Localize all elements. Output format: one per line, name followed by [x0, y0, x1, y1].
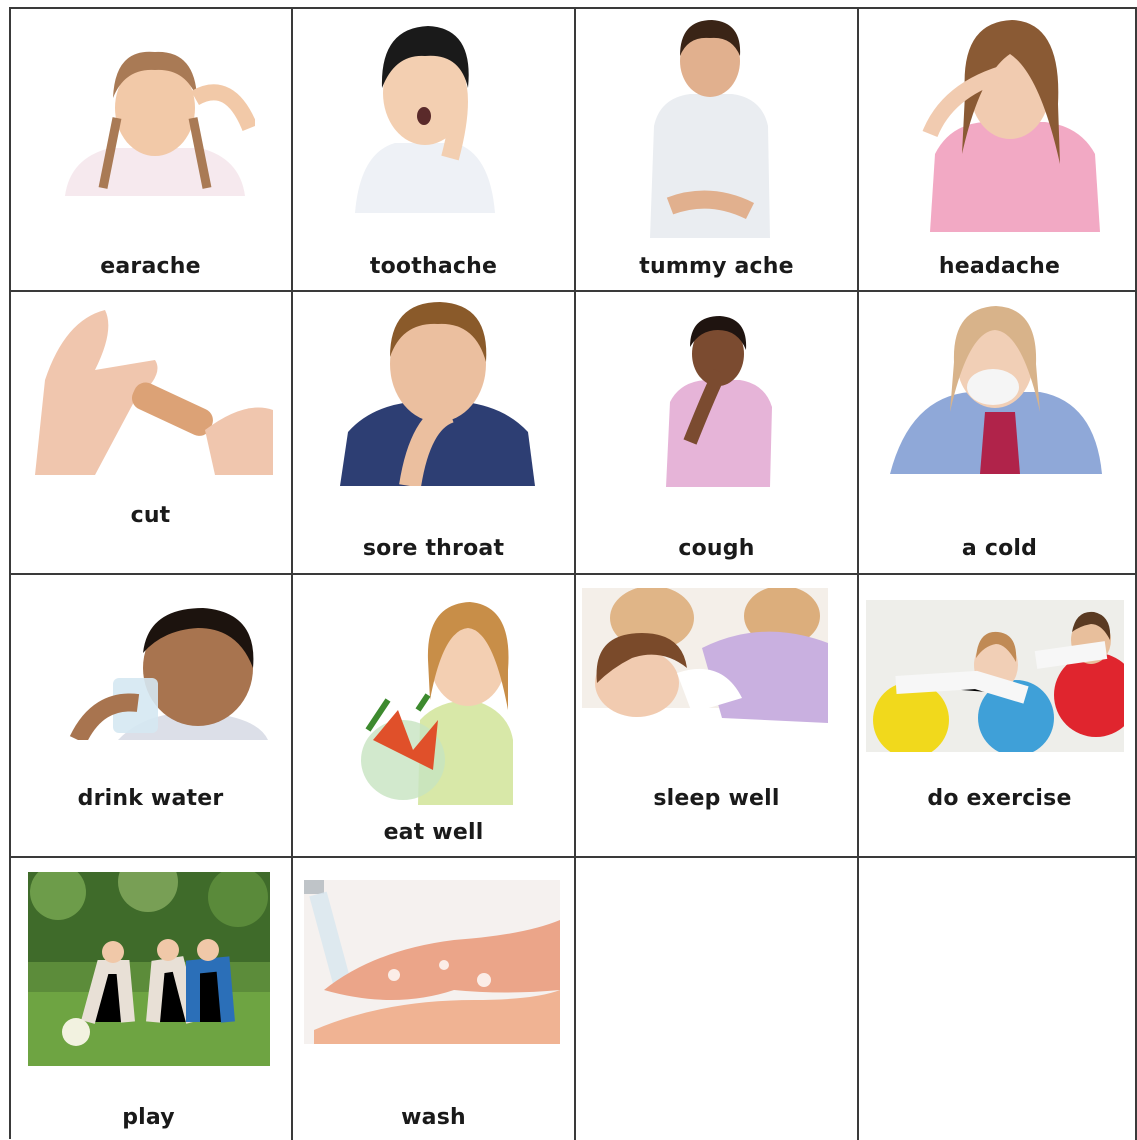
- card-label: sore throat: [362, 536, 505, 561]
- card-label: drink water: [77, 786, 224, 811]
- card-label: cough: [678, 536, 755, 561]
- kids-playing-football-icon: [28, 872, 270, 1066]
- child-holding-forehead-icon: [910, 14, 1110, 232]
- card-label: earache: [100, 254, 201, 279]
- grid-row-divider: [9, 856, 1137, 858]
- washing-hands-icon: [304, 880, 560, 1044]
- child-holding-stomach-icon: [640, 16, 780, 238]
- card-label: cut: [130, 503, 171, 528]
- child-blowing-nose-icon: [890, 302, 1102, 474]
- girl-coughing-icon: [660, 312, 778, 487]
- boy-holding-throat-icon: [340, 302, 535, 486]
- girl-with-vegetables-icon: [358, 600, 513, 805]
- card-label: eat well: [383, 820, 484, 845]
- card-label: headache: [938, 254, 1061, 279]
- card-label: play: [122, 1105, 175, 1130]
- card-label: tummy ache: [639, 254, 794, 279]
- grid-row-divider: [9, 573, 1137, 575]
- card-label: a cold: [961, 536, 1038, 561]
- card-label: sleep well: [653, 786, 780, 811]
- child-holding-cheek-icon: [350, 18, 500, 213]
- boy-drinking-water-icon: [58, 608, 278, 740]
- grid-row-divider: [9, 290, 1137, 292]
- card-label: toothache: [369, 254, 498, 279]
- child-holding-ear-icon: [55, 38, 255, 196]
- bandage-finger-icon: [35, 300, 273, 475]
- card-label: do exercise: [927, 786, 1072, 811]
- family-exercising-icon: [866, 600, 1124, 752]
- child-sleeping-icon: [582, 588, 828, 751]
- card-label: wash: [401, 1105, 466, 1130]
